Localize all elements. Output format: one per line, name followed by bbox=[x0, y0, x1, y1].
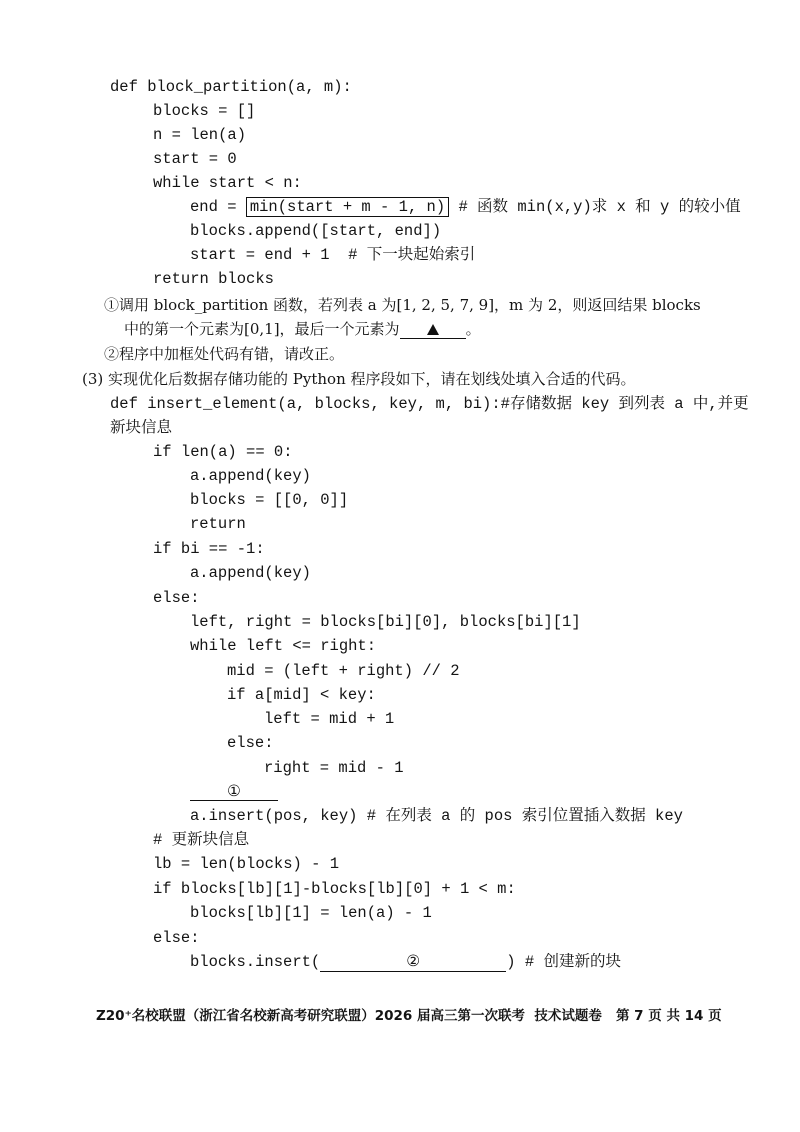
boxed-error-code: min(start + m - 1, n) bbox=[246, 197, 449, 217]
question-2: ②程序中加框处代码有错，请改正。 bbox=[104, 345, 345, 363]
code-comment: ) # 创建新的块 bbox=[506, 953, 621, 971]
code-line: n = len(a) bbox=[153, 126, 247, 144]
blank-line-1 bbox=[190, 780, 278, 802]
code-line: 新块信息 bbox=[110, 419, 173, 437]
code-line: blocks[lb][1] = len(a) - 1 bbox=[190, 904, 432, 922]
code-line: a.append(key) bbox=[190, 467, 311, 485]
code-line: left = mid + 1 bbox=[264, 710, 395, 728]
question-text: 。 bbox=[465, 320, 481, 338]
code-line: start = 0 bbox=[153, 150, 237, 168]
code-line: def block_partition(a, m): bbox=[110, 78, 352, 96]
code-line: blocks.append([start, end]) bbox=[190, 222, 442, 240]
question-1: ①调用 block_partition 函数，若列表 a 为[1, 2, 5, 7, 9]，m 为 2，则返回结果 blocks bbox=[104, 296, 701, 314]
code-line: return blocks bbox=[153, 270, 274, 288]
code-line-boxed bbox=[190, 196, 741, 218]
question-text: 中的第一个元素为[0,1]，最后一个元素为 bbox=[124, 320, 400, 338]
code-line: a.append(key) bbox=[190, 564, 311, 582]
answer-blank-2: ② bbox=[320, 953, 506, 972]
answer-blank bbox=[400, 320, 466, 339]
code-line: else: bbox=[153, 929, 200, 947]
code-line-blank-2 bbox=[190, 951, 621, 973]
code-line: else: bbox=[227, 734, 274, 752]
code-line: if bi == -1: bbox=[153, 540, 265, 558]
code-text: end = bbox=[190, 198, 246, 216]
code-line: blocks = [] bbox=[153, 102, 256, 120]
code-line: return bbox=[190, 515, 246, 533]
code-line: if blocks[lb][1]-blocks[lb][0] + 1 < m: bbox=[153, 880, 516, 898]
code-line: while left <= right: bbox=[190, 637, 377, 655]
triangle-icon bbox=[427, 324, 439, 335]
code-line: blocks = [[0, 0]] bbox=[190, 491, 349, 509]
code-line: lb = len(blocks) - 1 bbox=[153, 855, 340, 873]
code-line: mid = (left + right) // 2 bbox=[227, 662, 460, 680]
page-footer: Z20⁺名校联盟（浙江省名校新高考研究联盟）2026 届高三第一次联考 技术试题卷 第 7 页 共 14 页 bbox=[96, 1008, 722, 1024]
code-line: right = mid - 1 bbox=[264, 759, 404, 777]
section-intro: (3) 实现优化后数据存储功能的 Python 程序段如下，请在划线处填入合适的代码。 bbox=[82, 370, 636, 388]
code-text: blocks.insert( bbox=[190, 953, 321, 971]
code-line: def insert_element(a, blocks, key, m, bi):#存储数据 key 到列表 a 中,并更 bbox=[110, 395, 749, 413]
code-line: if a[mid] < key: bbox=[227, 686, 376, 704]
code-line: else: bbox=[153, 589, 200, 607]
code-comment: # 函数 min(x,y)求 x 和 y 的较小值 bbox=[449, 198, 741, 216]
answer-blank-1: ① bbox=[190, 782, 278, 801]
code-line: a.insert(pos, key) # 在列表 a 的 pos 索引位置插入数据 key bbox=[190, 807, 683, 825]
code-line: if len(a) == 0: bbox=[153, 443, 293, 461]
code-line: left, right = blocks[bi][0], blocks[bi][1] bbox=[190, 613, 581, 631]
code-line: while start < n: bbox=[153, 174, 302, 192]
question-1-cont bbox=[124, 318, 481, 340]
code-line: start = end + 1 # 下一块起始索引 bbox=[190, 246, 476, 264]
code-line: # 更新块信息 bbox=[153, 831, 250, 849]
